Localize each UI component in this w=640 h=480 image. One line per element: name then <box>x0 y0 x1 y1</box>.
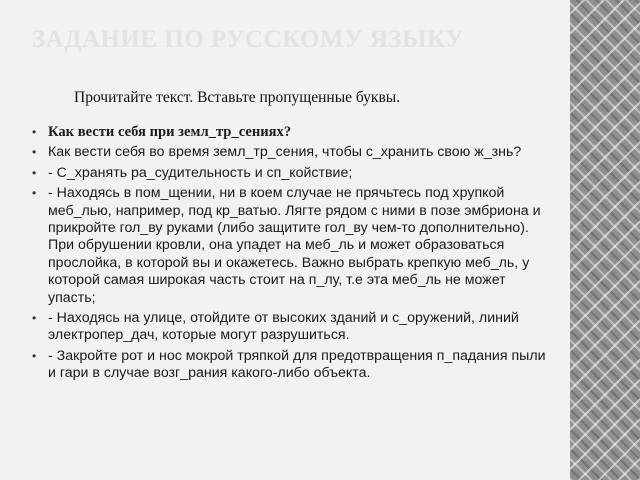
bullet-icon: • <box>32 348 37 363</box>
list-item-text: - Находясь на улице, отойдите от высоких зданий и с_оружений, линий электропер_дач, которые могут разрушиться. <box>48 310 519 344</box>
text-heading: Как вести себя при земл_тр_сениях? <box>48 124 292 140</box>
bullet-icon: • <box>32 145 37 160</box>
list-item <box>30 310 550 345</box>
list-item <box>30 144 550 161</box>
list-item-text: - Находясь в пом_щении, ни в коем случае не прячьтесь под хрупкой меб_лью, например, под кр_ватью. Лягте рядом с ними в позе эмбриона и прикройте гол_ву руками (либо защитите гол_ву чем-то дополнительно). При обрушении кровли, она упадет на меб_ль и может образоваться прослойка, в которой вы и окажетесь. Важно выбрать крепкую меб_ль, у которой самая широкая часть стоит на п_лу, т.е эта меб_ль не может упасть; <box>48 185 541 306</box>
slide-title: ЗАДАНИЕ ПО РУССКОМУ ЯЗЫКУ <box>32 26 464 53</box>
list-item <box>30 165 550 182</box>
list-item <box>30 185 550 307</box>
list-item-text: - С_хранять ра_судительность и сп_койствие; <box>48 164 353 181</box>
bullet-icon: • <box>32 311 37 326</box>
list-item-text: - Закройте рот и нос мокрой тряпкой для предотвращения п_падания пыли и гари в случае возг_рания какого-либо объекта. <box>48 347 546 382</box>
decorative-pattern-panel <box>570 0 640 480</box>
bullet-icon: • <box>32 165 37 180</box>
list-item <box>30 348 550 383</box>
bullet-icon: • <box>32 125 37 139</box>
bullet-icon: • <box>32 186 37 201</box>
list-item-text: Как вести себя во время земл_тр_сения, чтобы с_хранить свою ж_знь? <box>48 144 522 161</box>
content-list <box>30 124 550 386</box>
list-item <box>30 124 550 141</box>
instruction-text: Прочитайте текст. Вставьте пропущенные буквы. <box>74 89 401 106</box>
